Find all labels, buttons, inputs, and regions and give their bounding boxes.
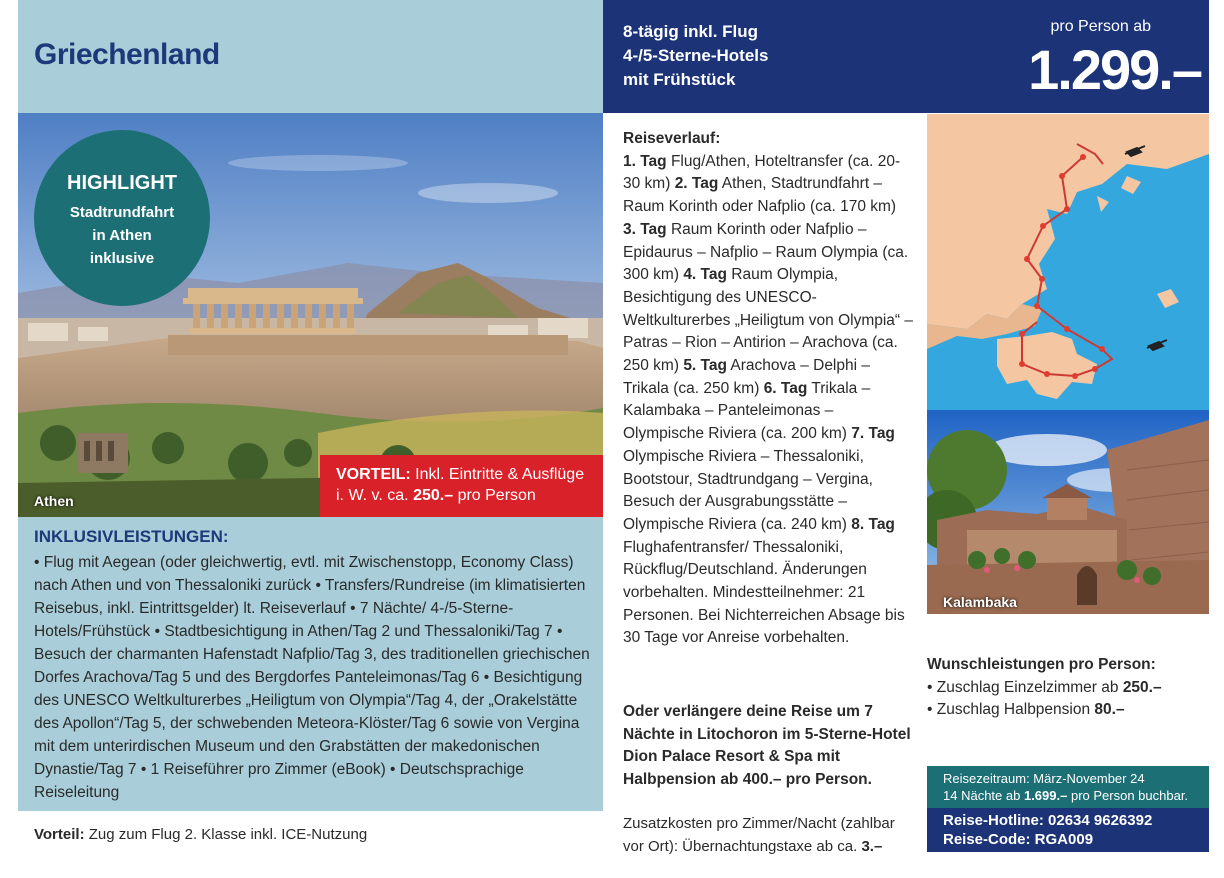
itinerary-day-text: Olympische Riviera – Thessaloniki, Bootstour, Stadtrundgang – Vergina, Besuch der Ausgrabungsstätte – Olympische Riviera (ca. 240 km): [623, 447, 873, 533]
itinerary-day-text: Raum Olympia, Besichtigung des UNESCO-Weltkulturerbes „Heiligtum von Olympia“ – Patras – Rion – Antirion – Arachova (ca. 250 km): [623, 266, 914, 375]
page-title: Griechenland: [34, 38, 220, 71]
advantage-line-1: [336, 464, 593, 485]
features-list: [623, 20, 768, 92]
highlight-line: Stadtrundfahrt: [69, 204, 175, 221]
extension-price-suffix: pro Person buchbar.: [1070, 788, 1189, 803]
itinerary-day-text: Raum Korinth oder Nafplio – Epidaurus – Nafplio – Raum Olympia (ca. 300 km): [623, 220, 909, 284]
advantage-prefix: i. W. v. ca.: [336, 487, 409, 504]
kalambaka-caption: Kalambaka: [943, 594, 1017, 610]
inclusions-heading: INKLUSIVLEISTUNGEN:: [34, 527, 229, 546]
optional-services: [927, 654, 1209, 722]
kalambaka-illustration: [927, 410, 1209, 614]
price-band: [603, 0, 1209, 113]
itinerary-day-text: Athen, Stadtrundfahrt – Raum Korinth oder Nafplio (ca. 170 km): [623, 175, 897, 216]
itinerary-day-label: 6. Tag: [763, 379, 808, 397]
itinerary-note: Änderungen vorbehalten. Mindestteilnehmer: 21 Personen. Bei Nichterreichen Absage bis 30 Tage vor Anreise vorbehalten.: [623, 561, 905, 647]
optional-service-label: • Zuschlag Einzelzimmer ab: [927, 678, 1119, 696]
map-illustration: [927, 114, 1209, 410]
extension-offer: Oder verlängere deine Reise um 7 Nächte in Litochoron im 5-Sterne-Hotel Dion Palace Resort & Spa mit Halbpension ab 400.– pro Person.: [623, 703, 911, 789]
itinerary-day-label: 3. Tag: [623, 220, 667, 238]
extra-costs-amount: 3.–: [861, 837, 883, 855]
extra-costs: [623, 813, 913, 858]
feature-item: 4-/5-Sterne-Hotels: [623, 46, 769, 65]
itinerary-day-label: 8. Tag: [851, 515, 895, 533]
price-label: pro Person ab: [1050, 18, 1151, 35]
extra-costs-text: Zusatzkosten pro Zimmer/Nacht (zahlbar vor Ort): Übernachtungstaxe ab ca.: [623, 815, 895, 855]
footnote-label: Vorteil:: [34, 826, 85, 843]
advantage-text: Inkl. Eintritte & Ausflüge: [415, 466, 585, 483]
optional-services-heading: Wunschleistungen pro Person:: [927, 656, 1156, 673]
optional-service-item: [927, 677, 1209, 700]
inclusions-text: • Flug mit Aegean (oder gleichwertig, evtl. mit Zwischenstopp, Economy Class) nach Athen und von Thessaloniki zurück • Transfers/Rundreise (im klimatisierten Reisebus, inkl. Eintrittsgelder) lt. Reiseverlauf • 7 Nächte/ 4-/5-Sterne-Hotels/Frühstück • Stadtbesichtigung in Athen/Tag 2 und Thessaloniki/Tag 7 • Besuch der charmanten Hafenstadt Nafplio/Tag 3, des traditionellen griechischen Dorfes Arachova/Tag 5 und des Bergdorfes Panteleimonas/Tag 6 • Besichtigung des UNESCO Weltkulturerbes „Heiligtum von Olympia“/Tag 4, der „Orakelstätte des Apollon“/Tag 5, der schwebenden Meteora-Klöster/Tag 6 sowie von Vergina mit dem unterirdischen Museum und den Grabstätten der makedonischen Dynastie/Tag 7 • 1 Reiseführer pro Zimmer (eBook) • Deutschsprachige Reiseleitung: [34, 554, 590, 801]
feature-item: mit Frühstück: [623, 70, 736, 89]
optional-service-amount: 80.–: [1094, 701, 1125, 719]
itinerary-day-text: Trikala – Kalambaka – Panteleimonas – Olympische Riviera (ca. 200 km): [623, 379, 871, 443]
kalambaka-photo: [927, 410, 1209, 614]
travel-code: Reise-Code: RGA009: [943, 831, 1094, 848]
itinerary-day-label: 2. Tag: [674, 175, 719, 193]
itinerary: [623, 128, 913, 650]
athens-caption: Athen: [34, 493, 74, 509]
travel-period-box: [927, 766, 1209, 808]
advantage-suffix: pro Person: [457, 487, 536, 504]
extension-price-amount: 1.699.–: [1023, 788, 1068, 803]
highlight-title: HIGHLIGHT: [67, 172, 177, 194]
itinerary-day-label: 4. Tag: [683, 266, 727, 284]
price-value: 1.299.–: [1028, 38, 1201, 101]
advantage-amount: 250.–: [413, 487, 454, 504]
advantage-box: [320, 455, 603, 517]
feature-item: 8-tägig inkl. Flug: [623, 22, 759, 41]
highlight-line: inklusive: [89, 250, 155, 267]
advantage-label: VORTEIL:: [336, 466, 411, 483]
itinerary-day-label: 1. Tag: [623, 152, 667, 170]
optional-service-amount: 250.–: [1122, 678, 1162, 696]
route-map: [927, 114, 1209, 410]
extension-price: [943, 787, 1209, 804]
optional-service-item: [927, 699, 1209, 722]
highlight-line: in Athen: [92, 227, 152, 244]
itinerary-heading: Reiseverlauf:: [623, 130, 721, 147]
travel-period: Reisezeitraum: März-November 24: [943, 771, 1145, 786]
footnote: [34, 826, 367, 843]
inclusions-box: [18, 517, 603, 811]
itinerary-day-label: 5. Tag: [683, 357, 727, 375]
itinerary-day-text: Arachova – Delphi – Trikala (ca. 250 km): [623, 357, 870, 397]
itinerary-day-text: Flug/Athen, Hoteltransfer (ca. 20-30 km): [623, 152, 901, 193]
itinerary-day-text: Flughafentransfer/ Thessaloniki, Rückflug/Deutschland.: [623, 538, 844, 579]
itinerary-text: [623, 151, 913, 650]
highlight-badge: [34, 130, 210, 306]
extension-price-prefix: 14 Nächte ab: [943, 788, 1021, 803]
hotline-box: [927, 808, 1209, 852]
advantage-line-2: [336, 485, 593, 506]
hotline-number[interactable]: Reise-Hotline: 02634 9626392: [943, 812, 1153, 829]
optional-service-label: • Zuschlag Halbpension: [927, 701, 1091, 719]
itinerary-day-label: 7. Tag: [851, 425, 895, 443]
footnote-text: Zug zum Flug 2. Klasse inkl. ICE-Nutzung: [88, 826, 368, 843]
